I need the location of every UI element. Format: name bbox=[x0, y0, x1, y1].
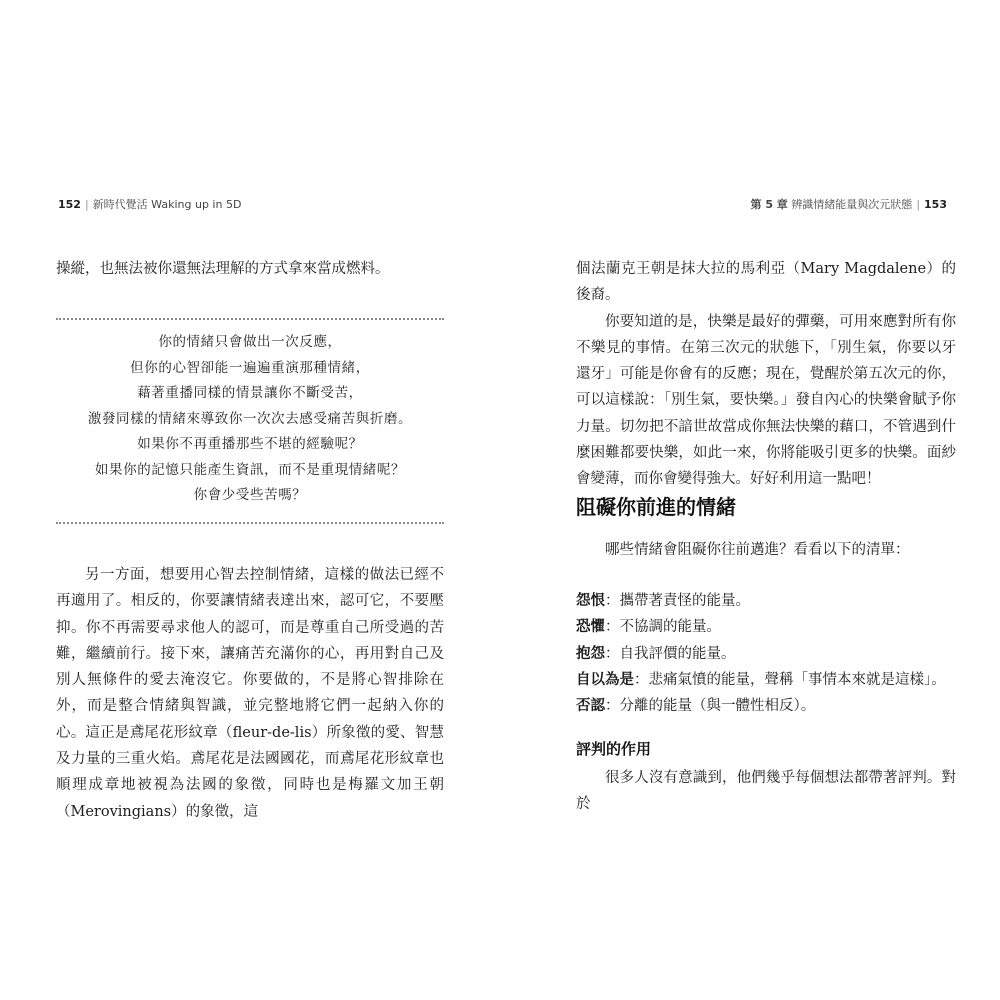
body-paragraph: 另一方面，想要用心智去控制情緒，這樣的做法已經不再適用了。相反的，你要讓情緒表達出來，認可它，不要壓抑。你不再需要尋求他人的認可，而是尊重自己所受過的苦難，繼續前行。接下來，讓痛苦充滿你的心，再用對自己及別人無條件的愛去淹沒它。你要做的，不是將心智排除在外，而是整合情緒與智識，並完整地將它們一起納入你的心。這正是鳶尾花形紋章（fleur-de-lis）所象徵的愛、智慧及力量的三重火焰。鳶尾花是法國國花，而鳶尾花形紋章也順理成章地被視為法國的象徵，同時也是梅羅文加王朝（Merovingians）的象徵，這 bbox=[56, 567, 444, 820]
quote-line: 你的情緒只會做出一次反應， bbox=[158, 334, 342, 350]
section-heading: 阻礙你前進的情緒 bbox=[576, 495, 736, 519]
pull-quote bbox=[56, 318, 444, 524]
last-line: 很多人沒有意識到，他們幾乎每個想法都帶著評判。對於 bbox=[576, 770, 956, 813]
quote-line: 如果你的記憶只能產生資訊，而不是重現情緒呢？ bbox=[94, 461, 406, 478]
emotion-description: ：自我評價的能量。 bbox=[605, 645, 736, 662]
list-item bbox=[576, 641, 956, 667]
intro-line: 操縱，也無法被你還無法理解的方式拿來當成燃料。 bbox=[56, 261, 390, 277]
section-intro: 哪些情緒會阻礙你往前邁進？看看以下的清單： bbox=[605, 542, 910, 558]
last-line-block bbox=[576, 765, 956, 818]
chapter-label: 第 5 章 bbox=[750, 198, 788, 211]
emotion-description: ：攜帶著責怪的能量。 bbox=[605, 593, 750, 609]
quote-line: 藉著重播同樣的情景讓你不斷受苦， bbox=[137, 385, 363, 401]
quote-line: 激發同樣的情緒來導致你一次次去感受痛苦與折磨。 bbox=[87, 410, 413, 427]
intro-text-block bbox=[56, 256, 444, 282]
emotion-description: ：分離的能量（與一體性相反）。 bbox=[605, 698, 816, 715]
quote-top-divider bbox=[56, 318, 444, 320]
chapter-title: 辨識情緒能量與次元狀態 bbox=[791, 198, 913, 211]
list-item bbox=[576, 614, 956, 640]
emotion-description: ：悲痛氣憤的能量，聲稱「事情本來就是這樣」。 bbox=[634, 671, 946, 688]
quote-bottom-divider bbox=[56, 522, 444, 524]
emotion-term: 自以為是 bbox=[576, 670, 634, 688]
quote-lines bbox=[56, 330, 444, 509]
header-divider: | bbox=[84, 198, 89, 211]
emotion-term: 恐懼 bbox=[576, 618, 605, 636]
emotion-description: ：不協調的能量。 bbox=[605, 619, 721, 636]
right-page bbox=[500, 0, 1000, 1000]
quote-line: 如果你不再重播那些不堪的經驗呢？ bbox=[137, 436, 363, 452]
continued-line: 個法蘭克王朝是抹大拉的馬利亞（Mary Magdalene）的後裔。 bbox=[576, 261, 956, 304]
right-top-block bbox=[576, 256, 956, 493]
book-title: 新時代覺活 Waking up in 5D bbox=[92, 198, 242, 211]
list-item bbox=[576, 588, 956, 614]
left-running-head bbox=[58, 196, 241, 212]
emotion-term: 抱怨 bbox=[576, 644, 605, 662]
emotion-term: 否認 bbox=[576, 697, 605, 715]
body-paragraph: 你要知道的是，快樂是最好的彈藥，可用來應對所有你不樂見的事情。在第三次元的狀態下，「別生氣，你要以牙還牙」可能是你會有的反應；現在，覺醒於第五次元的你，可以這樣說：「別生氣，要快樂。」發自內心的快樂會賦予你力量。切勿把不諳世故當成你無法快樂的藉口，不管遇到什麼困難都要快樂，如此一來，你將能吸引更多的快樂。面紗會變薄，而你會變得強大。好好利用這一點吧！ bbox=[576, 313, 956, 488]
header-divider: | bbox=[916, 198, 921, 211]
left-body-block bbox=[56, 562, 444, 825]
left-page-number: 152 bbox=[58, 198, 81, 211]
emotion-list bbox=[576, 588, 956, 719]
quote-line: 但你的心智卻能一遍遍重演那種情緒， bbox=[130, 359, 370, 376]
list-item bbox=[576, 693, 956, 719]
quote-line: 你會少受些苦嗎？ bbox=[193, 487, 307, 503]
section-intro-block bbox=[576, 537, 956, 563]
right-page-number: 153 bbox=[924, 198, 947, 211]
emotion-term: 怨恨 bbox=[576, 592, 605, 609]
subheading: 評判的作用 bbox=[576, 740, 652, 758]
right-running-head bbox=[750, 196, 947, 212]
list-item bbox=[576, 667, 956, 693]
